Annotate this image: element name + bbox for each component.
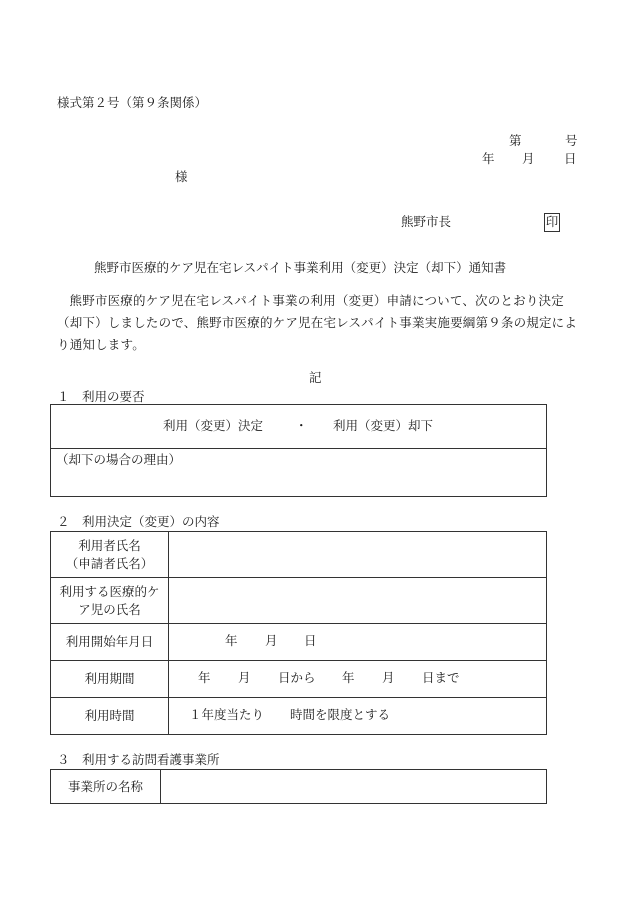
- date-year: 年: [482, 151, 495, 166]
- label-child-name-line1: 利用する医療的ケ: [59, 583, 160, 599]
- period-month-from: 月: [238, 670, 251, 685]
- label-time: 利用時間: [51, 698, 169, 735]
- option-separator: ・: [295, 418, 308, 433]
- period-year-to: 年: [342, 670, 355, 685]
- label-user-name: [51, 532, 169, 578]
- start-day: 日: [304, 633, 317, 648]
- start-year: 年: [225, 633, 238, 648]
- decision-options-cell: [51, 405, 547, 449]
- value-start-date: [169, 624, 547, 661]
- time-per-year: １年度当たり: [189, 707, 265, 722]
- addressee-suffix: 様: [175, 169, 188, 184]
- value-user-name: [169, 532, 547, 578]
- label-child-name-line2: ア児の氏名: [78, 601, 141, 617]
- time-limit: 時間を限度とする: [290, 707, 391, 722]
- issuer-name: 熊野市長: [401, 214, 452, 229]
- number-dai: 第: [509, 133, 522, 148]
- seal-mark: 印: [544, 213, 560, 232]
- label-child-name: [51, 578, 169, 624]
- number-go: 号: [565, 133, 578, 148]
- office-table: [50, 769, 547, 804]
- label-user-name-line2: （申請者氏名）: [65, 555, 154, 571]
- section2-heading: ２ 利用決定（変更）の内容: [57, 514, 220, 529]
- label-user-name-line1: 利用者氏名: [78, 537, 141, 553]
- period-day-from: 日から: [278, 670, 316, 685]
- section3-heading: ３ 利用する訪問看護事業所: [57, 752, 220, 767]
- ki-mark: 記: [309, 370, 322, 385]
- period-month-to: 月: [382, 670, 395, 685]
- date-day: 日: [564, 151, 577, 166]
- body-text: 熊野市医療的ケア児在宅レスパイト事業の利用（変更）申請について、次のとおり決定（却下）しましたので、熊野市医療的ケア児在宅レスパイト事業実施要綱第９条の規定により通知します。: [57, 293, 578, 352]
- value-office-name: [161, 770, 547, 804]
- label-office-name: 事業所の名称: [51, 770, 161, 804]
- date-month: 月: [522, 151, 535, 166]
- label-period: 利用期間: [51, 661, 169, 698]
- section1-heading: １ 利用の要否: [57, 389, 145, 404]
- document-title: 熊野市医療的ケア児在宅レスパイト事業利用（変更）決定（却下）通知書: [94, 260, 507, 275]
- period-year-from: 年: [198, 670, 211, 685]
- start-month: 月: [265, 633, 278, 648]
- option-approve: 利用（変更）決定: [163, 418, 264, 433]
- content-table: [50, 531, 547, 735]
- value-time: [169, 698, 547, 735]
- reason-cell: [51, 449, 547, 497]
- reason-label: （却下の場合の理由）: [56, 452, 182, 467]
- label-start-date: 利用開始年月日: [51, 624, 169, 661]
- value-child-name: [169, 578, 547, 624]
- period-day-to: 日まで: [422, 670, 460, 685]
- value-period: [169, 661, 547, 698]
- form-number: 様式第２号（第９条関係）: [57, 95, 208, 110]
- option-reject: 利用（変更）却下: [333, 418, 434, 433]
- decision-table: [50, 404, 547, 497]
